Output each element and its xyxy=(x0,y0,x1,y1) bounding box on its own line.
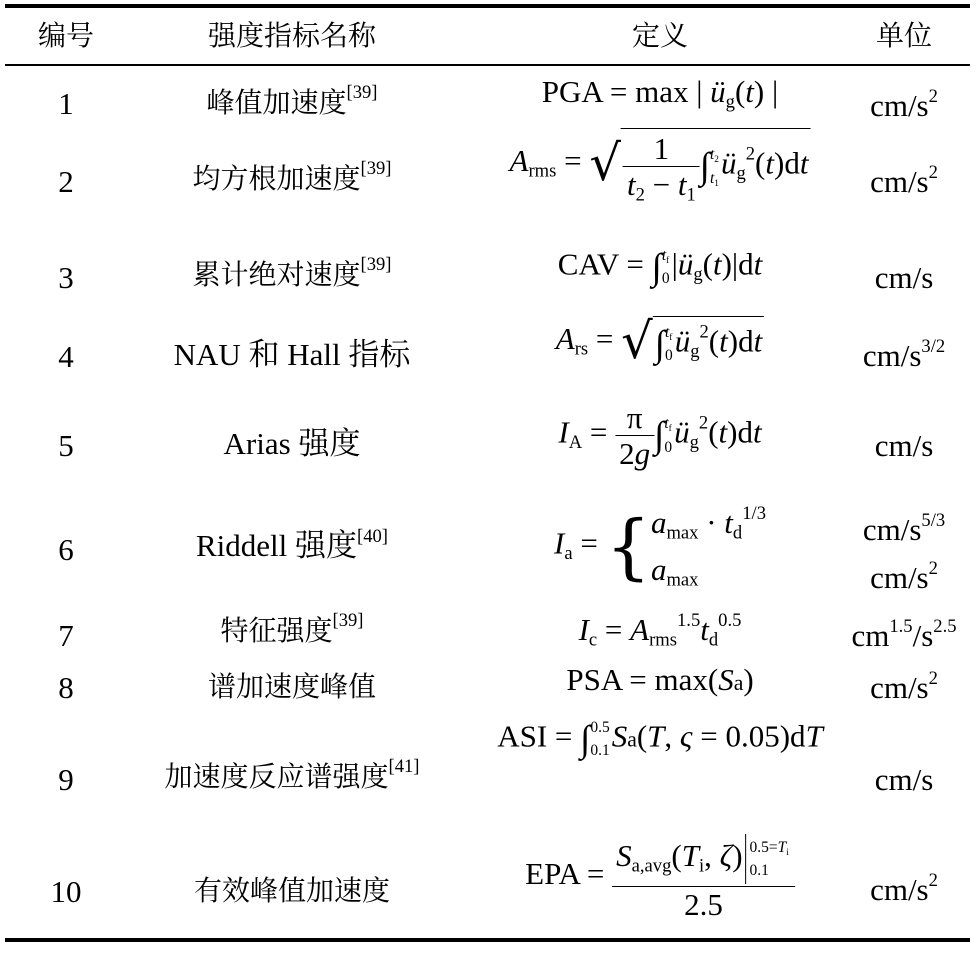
row-name: NAU 和 Hall 指标 xyxy=(173,337,411,372)
row-name: 均方根加速度[39] xyxy=(192,158,392,195)
formula-riddell: $I_a$ = { $a_{max} \cdot t_d^{1/3}$ $a_{max}$ xyxy=(554,503,766,591)
formula-psa: PSA = max(Sa) xyxy=(566,662,754,697)
row-unit: cm/s xyxy=(874,762,934,797)
row-number: 7 xyxy=(58,618,74,653)
row-unit: $cm/s^{3/2}$ xyxy=(862,336,946,373)
header-unit: 单位 xyxy=(875,19,933,52)
table-bottom-rule xyxy=(5,938,970,942)
row-number: 6 xyxy=(58,532,74,567)
row-number: 4 xyxy=(58,339,74,374)
row-unit: $cm^{1.5}/s^{2.5}$ xyxy=(851,616,957,653)
formula-ars: $A_{rs}$ = √∫ $t_f$ 0 $ü_g^2(t)dt$ xyxy=(555,311,763,370)
header-definition: 定义 xyxy=(631,19,689,52)
row-unit: cm/s xyxy=(874,260,934,295)
row-unit: $cm/s^2$ xyxy=(870,870,938,907)
row-name: 特征强度[39] xyxy=(220,610,364,647)
row-unit: $cm/s^2$ xyxy=(870,668,938,705)
formula-pga: PGA = max | $ü_g(t)$ | xyxy=(541,74,779,113)
header-index-name: 强度指标名称 xyxy=(207,19,377,52)
row-name: Arias 强度 xyxy=(223,426,361,461)
row-number: 5 xyxy=(58,428,74,463)
row-name: 累计绝对速度[39] xyxy=(192,254,392,291)
formula-arms: $A_{rms}$ = √ $\frac{1}{t_2 - t_1}$ ∫ $t_2$ $t_1$ $ü_g^2(t)dt$ xyxy=(510,128,811,200)
row-name: 加速度反应谱强度[41] xyxy=(164,756,420,793)
row-unit-secondary: $cm/s^2$ xyxy=(870,558,938,595)
row-unit: $cm/s^2$ xyxy=(870,162,938,199)
header-rule xyxy=(5,64,970,66)
formula-asi: ASI = ∫ 0.5 0.1 Sa(T, ς = 0.05)dT xyxy=(497,718,823,760)
row-name: Riddell 强度[40] xyxy=(195,526,389,563)
row-unit: $cm/s^{5/3}$ xyxy=(862,510,946,547)
formula-epa: EPA = $S_{a,avg}(T_i$, ζ) $0.5=T_i$ 0.1 2.5 xyxy=(525,834,795,920)
row-number: 10 xyxy=(50,874,82,909)
row-unit: $cm/s^2$ xyxy=(870,86,938,123)
row-number: 9 xyxy=(58,762,74,797)
row-number: 1 xyxy=(58,86,74,121)
row-number: 3 xyxy=(58,260,74,295)
row-name: 有效峰值加速度 xyxy=(193,874,391,907)
formula-cav: CAV = ∫ $t_f$ 0 $|ü_g(t)|dt$ xyxy=(557,246,763,288)
row-name: 峰值加速度[39] xyxy=(206,82,378,119)
formula-ic: $I_c = A_{rms}^{1.5}t_d^{0.5}$ xyxy=(578,610,742,651)
formula-arias: $I_A$ = $\frac{\pi}{2g}$ ∫ $t_f$ 0 $ü_g^2(t)dt$ xyxy=(558,400,762,471)
header-number: 编号 xyxy=(37,19,95,52)
table-top-rule xyxy=(5,4,970,8)
row-number: 8 xyxy=(58,670,74,705)
row-unit: cm/s xyxy=(874,428,934,463)
row-name: 谱加速度峰值 xyxy=(207,670,377,703)
row-number: 2 xyxy=(58,164,74,199)
